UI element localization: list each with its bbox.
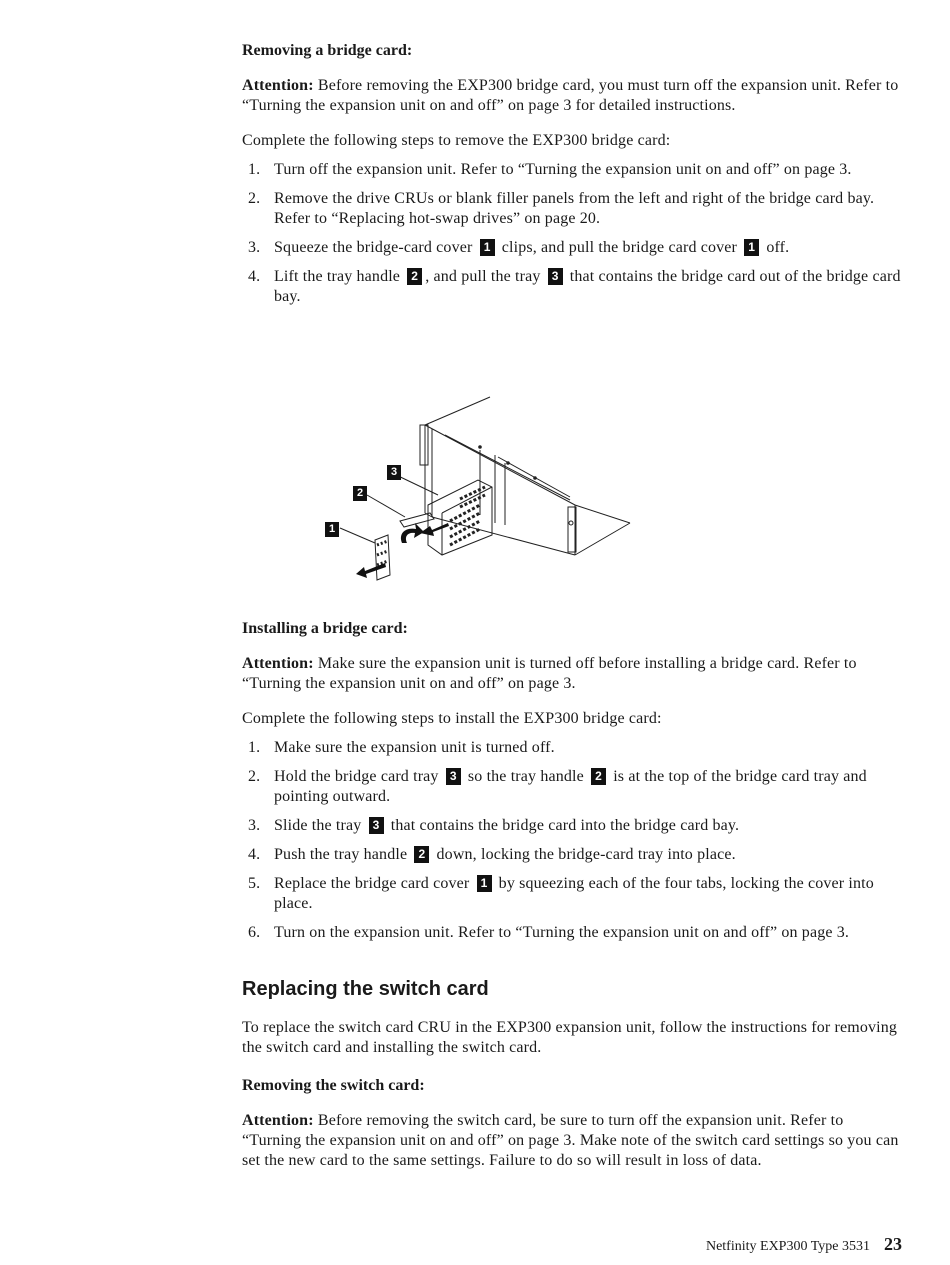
installing-bridge-heading: Installing a bridge card: <box>242 620 408 637</box>
step-text: , and pull the tray <box>425 268 541 285</box>
step-text: Push the tray handle <box>274 846 408 863</box>
list-item <box>242 267 902 307</box>
step-text: Hold the bridge card tray <box>274 768 439 785</box>
step-text: Turn off the expansion unit. Refer to “Turning the expansion unit on and off” on page 3. <box>274 161 852 178</box>
step-text: Make sure the expansion unit is turned off. <box>274 739 555 756</box>
list-item <box>242 160 902 180</box>
removing-bridge-section <box>242 41 902 316</box>
callout-badge: 1 <box>477 875 492 892</box>
installing-bridge-attention <box>242 654 902 694</box>
attention-text: Before removing the switch card, be sure to turn off the expansion unit. Refer to “Turning the expansion unit on and off” on page 3. Make note of the switch card settings so you can set the new card to the same settings. Failure to do so will result in loss of data. <box>242 1112 899 1169</box>
attention-text: Before removing the EXP300 bridge card, you must turn off the expansion unit. Refer to “Turning the expansion unit on and off” on page 3 for detailed instructions. <box>242 77 899 114</box>
bridge-card-drawing <box>320 395 640 590</box>
list-item <box>242 816 902 836</box>
switch-intro: To replace the switch card CRU in the EXP300 expansion unit, follow the instructions for removing the switch card and installing the switch card. <box>242 1019 898 1056</box>
callout-badge: 3 <box>446 768 461 785</box>
attention-label: Attention: <box>242 655 314 672</box>
step-text: Replace the bridge card cover <box>274 875 470 892</box>
step-text: so the tray handle <box>467 768 584 785</box>
callout-badge: 3 <box>548 268 563 285</box>
callout-badge: 1 <box>744 239 759 256</box>
removing-bridge-intro: Complete the following steps to remove the EXP300 bridge card: <box>242 132 671 149</box>
step-text: Turn on the expansion unit. Refer to “Turning the expansion unit on and off” on page 3. <box>274 924 850 941</box>
step-number: 4. <box>248 268 261 285</box>
step-number: 1. <box>248 161 261 178</box>
list-item <box>242 874 902 914</box>
step-number: 5. <box>248 875 261 892</box>
page-footer <box>706 1234 902 1257</box>
attention-label: Attention: <box>242 77 314 94</box>
step-text: Remove the drive CRUs or blank filler panels from the left and right of the bridge card bay. Refer to “Replacing hot-swap drives” on page 20. <box>274 190 875 227</box>
step-number: 2. <box>248 190 261 207</box>
step-text: is at the top of the bridge card tray and pointing outward. <box>274 768 867 805</box>
removing-bridge-steps <box>242 160 902 307</box>
list-item <box>242 767 902 807</box>
page-number: 23 <box>884 1234 902 1254</box>
callout-badge: 2 <box>407 268 422 285</box>
step-text: Slide the tray <box>274 817 362 834</box>
list-item <box>242 845 902 865</box>
list-item <box>242 738 902 758</box>
step-text: Lift the tray handle <box>274 268 401 285</box>
installing-bridge-section <box>242 619 902 952</box>
step-number: 1. <box>248 739 261 756</box>
step-text: down, locking the bridge-card tray into place. <box>436 846 736 863</box>
section-title: Replacing the switch card <box>242 978 489 1000</box>
installing-bridge-steps <box>242 738 902 943</box>
step-number: 2. <box>248 768 261 785</box>
attention-label: Attention: <box>242 1112 314 1129</box>
step-number: 3. <box>248 239 261 256</box>
callout-badge: 1 <box>480 239 495 256</box>
attention-text: Make sure the expansion unit is turned off before installing a bridge card. Refer to “Turning the expansion unit on and off” on page 3. <box>242 655 857 692</box>
bridge-card-illustration <box>320 395 640 590</box>
footer-title: Netfinity EXP300 Type 3531 <box>705 1239 870 1254</box>
callout-label-2: 2 <box>353 486 367 501</box>
removing-bridge-attention <box>242 76 902 116</box>
installing-bridge-intro: Complete the following steps to install the EXP300 bridge card: <box>242 710 662 727</box>
step-text: that contains the bridge card into the bridge card bay. <box>390 817 740 834</box>
callout-badge: 2 <box>591 768 606 785</box>
callout-badge: 3 <box>369 817 384 834</box>
step-text: Squeeze the bridge-card cover <box>274 239 473 256</box>
step-text: by squeezing each of the four tabs, locking the cover into place. <box>274 875 874 912</box>
step-number: 6. <box>248 924 261 941</box>
list-item <box>242 923 902 943</box>
callout-badge: 2 <box>414 846 429 863</box>
switch-card-section <box>242 977 902 1171</box>
step-text: clips, and pull the bridge card cover <box>501 239 738 256</box>
step-number: 4. <box>248 846 261 863</box>
removing-bridge-heading: Removing a bridge card: <box>242 42 413 59</box>
removing-switch-attention <box>242 1111 902 1171</box>
step-text: off. <box>766 239 790 256</box>
callout-label-1: 1 <box>325 522 339 537</box>
list-item <box>242 238 902 258</box>
callout-label-3: 3 <box>387 465 401 480</box>
step-number: 3. <box>248 817 261 834</box>
list-item <box>242 189 902 229</box>
removing-switch-heading: Removing the switch card: <box>242 1077 425 1094</box>
step-text: that contains the bridge card out of the bridge card bay. <box>274 268 901 305</box>
